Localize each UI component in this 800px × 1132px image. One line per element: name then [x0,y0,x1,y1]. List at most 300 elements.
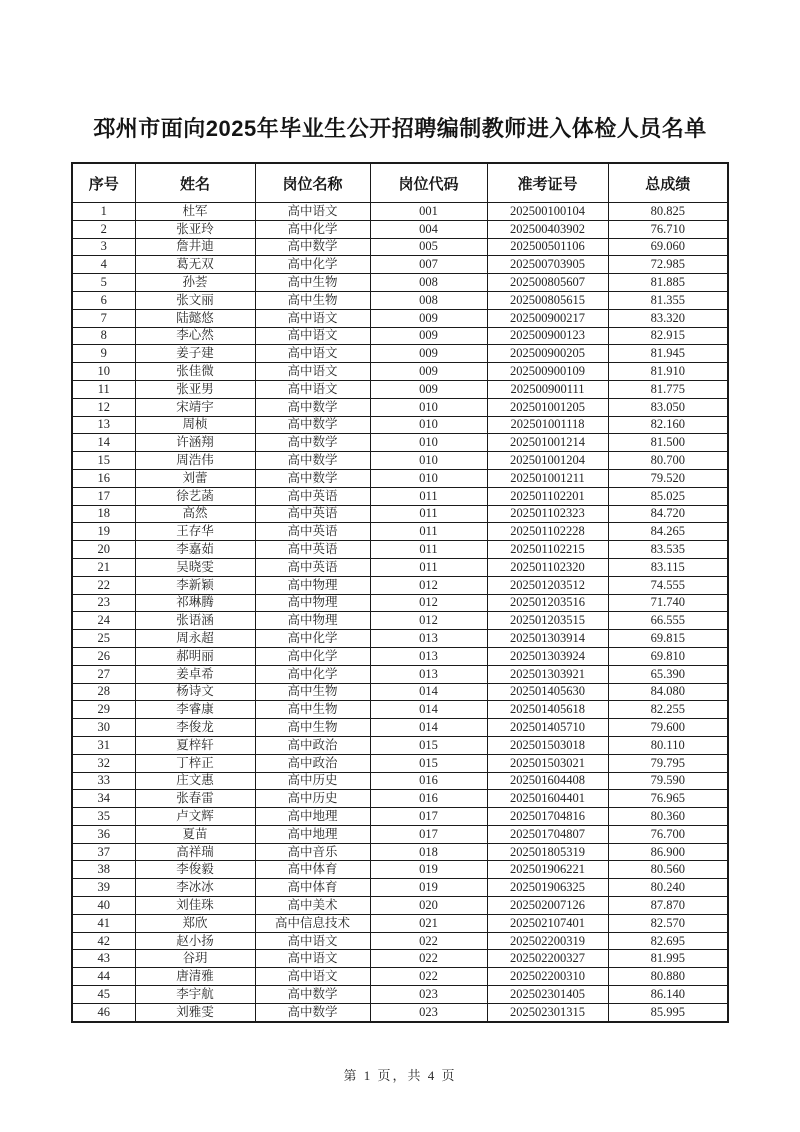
table-row [72,452,728,470]
cell-name: 陆懿悠 [135,309,255,327]
cell-ticket-no: 202500900109 [487,363,608,381]
cell-name: 刘佳珠 [135,897,255,915]
cell-total-score: 80.360 [608,808,728,826]
cell-name: 李心然 [135,327,255,345]
cell-post-name: 高中物理 [255,576,370,594]
cell-ticket-no: 202501303914 [487,630,608,648]
table-row [72,487,728,505]
candidates-table [71,162,729,1023]
cell-seq: 13 [72,416,135,434]
cell-post-code: 016 [370,772,487,790]
cell-seq: 18 [72,505,135,523]
cell-total-score: 85.025 [608,487,728,505]
cell-name: 李俊毅 [135,861,255,879]
cell-post-name: 高中生物 [255,701,370,719]
cell-total-score: 81.945 [608,345,728,363]
cell-post-name: 高中地理 [255,808,370,826]
cell-ticket-no: 202501203512 [487,576,608,594]
cell-total-score: 80.825 [608,203,728,221]
cell-ticket-no: 202502301315 [487,1003,608,1021]
cell-post-code: 012 [370,594,487,612]
cell-post-code: 022 [370,950,487,968]
cell-total-score: 83.115 [608,558,728,576]
cell-name: 杜军 [135,203,255,221]
table-row [72,754,728,772]
table-row [72,843,728,861]
cell-post-name: 高中美术 [255,897,370,915]
cell-seq: 33 [72,772,135,790]
cell-name: 赵小扬 [135,932,255,950]
cell-total-score: 86.140 [608,986,728,1004]
cell-seq: 3 [72,238,135,256]
cell-ticket-no: 202501102323 [487,505,608,523]
cell-name: 李睿康 [135,701,255,719]
cell-total-score: 79.600 [608,719,728,737]
cell-seq: 37 [72,843,135,861]
cell-name: 高祥瑞 [135,843,255,861]
cell-post-name: 高中化学 [255,220,370,238]
cell-seq: 44 [72,968,135,986]
cell-ticket-no: 202501405630 [487,683,608,701]
cell-ticket-no: 202501906325 [487,879,608,897]
table-row [72,950,728,968]
cell-name: 张亚男 [135,380,255,398]
cell-post-name: 高中化学 [255,647,370,665]
cell-seq: 32 [72,754,135,772]
cell-seq: 29 [72,701,135,719]
cell-seq: 30 [72,719,135,737]
table-row [72,790,728,808]
cell-ticket-no: 202500900205 [487,345,608,363]
cell-total-score: 76.965 [608,790,728,808]
cell-total-score: 74.555 [608,576,728,594]
cell-name: 庄文惠 [135,772,255,790]
cell-seq: 34 [72,790,135,808]
cell-name: 孙荟 [135,274,255,292]
table-row [72,968,728,986]
cell-post-name: 高中语文 [255,950,370,968]
cell-seq: 46 [72,1003,135,1021]
cell-seq: 14 [72,434,135,452]
cell-ticket-no: 202501001214 [487,434,608,452]
cell-name: 周永超 [135,630,255,648]
page-title: 邳州市面向2025年毕业生公开招聘编制教师进入体检人员名单 [93,116,707,141]
cell-ticket-no: 202501604401 [487,790,608,808]
cell-seq: 10 [72,363,135,381]
table-row [72,469,728,487]
cell-total-score: 72.985 [608,256,728,274]
cell-post-name: 高中生物 [255,274,370,292]
cell-ticket-no: 202500501106 [487,238,608,256]
table-row [72,594,728,612]
cell-name: 王存华 [135,523,255,541]
table-row [72,647,728,665]
cell-post-code: 008 [370,274,487,292]
cell-post-name: 高中数学 [255,434,370,452]
cell-total-score: 84.720 [608,505,728,523]
table-row [72,345,728,363]
cell-seq: 4 [72,256,135,274]
cell-name: 高然 [135,505,255,523]
cell-total-score: 69.815 [608,630,728,648]
cell-name: 唐清雅 [135,968,255,986]
cell-seq: 36 [72,825,135,843]
column-header-name: 姓名 [135,163,255,203]
cell-post-code: 011 [370,541,487,559]
cell-post-code: 010 [370,398,487,416]
cell-total-score: 82.160 [608,416,728,434]
cell-ticket-no: 202500805607 [487,274,608,292]
table-row [72,256,728,274]
cell-name: 张语涵 [135,612,255,630]
cell-post-code: 012 [370,576,487,594]
table-row [72,291,728,309]
cell-post-code: 022 [370,932,487,950]
cell-post-code: 010 [370,434,487,452]
cell-name: 姜子建 [135,345,255,363]
table-row [72,274,728,292]
cell-ticket-no: 202501604408 [487,772,608,790]
cell-ticket-no: 202501102201 [487,487,608,505]
cell-ticket-no: 202501102320 [487,558,608,576]
cell-total-score: 81.500 [608,434,728,452]
cell-total-score: 82.255 [608,701,728,719]
cell-post-name: 高中生物 [255,719,370,737]
cell-ticket-no: 202502200327 [487,950,608,968]
cell-ticket-no: 202502200319 [487,932,608,950]
cell-name: 葛无双 [135,256,255,274]
cell-post-code: 019 [370,879,487,897]
cell-total-score: 87.870 [608,897,728,915]
cell-post-code: 007 [370,256,487,274]
cell-seq: 21 [72,558,135,576]
cell-name: 周桢 [135,416,255,434]
table-row [72,736,728,754]
cell-name: 吴晓雯 [135,558,255,576]
cell-post-name: 高中语文 [255,363,370,381]
cell-post-name: 高中化学 [255,256,370,274]
cell-total-score: 82.570 [608,914,728,932]
cell-name: 张佳微 [135,363,255,381]
cell-name: 刘雅雯 [135,1003,255,1021]
cell-post-name: 高中信息技术 [255,914,370,932]
table-row [72,380,728,398]
cell-total-score: 81.355 [608,291,728,309]
cell-post-name: 高中历史 [255,772,370,790]
cell-ticket-no: 202501001205 [487,398,608,416]
cell-name: 张文丽 [135,291,255,309]
cell-total-score: 79.795 [608,754,728,772]
cell-seq: 1 [72,203,135,221]
table-row [72,772,728,790]
cell-post-name: 高中英语 [255,558,370,576]
cell-seq: 15 [72,452,135,470]
table-row [72,238,728,256]
cell-post-name: 高中生物 [255,291,370,309]
cell-name: 郝明丽 [135,647,255,665]
cell-total-score: 82.915 [608,327,728,345]
cell-seq: 27 [72,665,135,683]
cell-ticket-no: 202501503021 [487,754,608,772]
cell-seq: 38 [72,861,135,879]
cell-name: 张春雷 [135,790,255,808]
cell-total-score: 80.700 [608,452,728,470]
cell-total-score: 81.995 [608,950,728,968]
cell-seq: 9 [72,345,135,363]
cell-seq: 11 [72,380,135,398]
cell-post-code: 011 [370,487,487,505]
cell-post-name: 高中语文 [255,968,370,986]
table-row [72,309,728,327]
cell-seq: 24 [72,612,135,630]
cell-name: 张亚玲 [135,220,255,238]
table-row [72,220,728,238]
cell-post-code: 013 [370,665,487,683]
table-row [72,808,728,826]
cell-post-name: 高中语文 [255,309,370,327]
table-row [72,558,728,576]
table-header-row [72,163,728,203]
cell-post-code: 011 [370,505,487,523]
table-row [72,416,728,434]
cell-total-score: 79.520 [608,469,728,487]
cell-post-code: 004 [370,220,487,238]
column-header-seq: 序号 [72,163,135,203]
cell-total-score: 83.535 [608,541,728,559]
cell-post-code: 005 [370,238,487,256]
cell-ticket-no: 202502301405 [487,986,608,1004]
table-row [72,683,728,701]
cell-post-name: 高中数学 [255,986,370,1004]
column-header-ticket-no: 准考证号 [487,163,608,203]
cell-post-code: 014 [370,701,487,719]
cell-post-name: 高中音乐 [255,843,370,861]
cell-post-code: 013 [370,630,487,648]
cell-post-name: 高中化学 [255,665,370,683]
cell-post-name: 高中体育 [255,861,370,879]
cell-post-name: 高中物理 [255,612,370,630]
cell-seq: 2 [72,220,135,238]
cell-seq: 7 [72,309,135,327]
cell-seq: 42 [72,932,135,950]
table-row [72,363,728,381]
cell-seq: 16 [72,469,135,487]
cell-post-code: 018 [370,843,487,861]
cell-name: 夏苗 [135,825,255,843]
cell-name: 丁梓正 [135,754,255,772]
cell-total-score: 86.900 [608,843,728,861]
cell-seq: 41 [72,914,135,932]
cell-total-score: 84.080 [608,683,728,701]
cell-post-code: 008 [370,291,487,309]
cell-seq: 45 [72,986,135,1004]
cell-name: 李俊龙 [135,719,255,737]
cell-seq: 25 [72,630,135,648]
cell-total-score: 81.775 [608,380,728,398]
cell-ticket-no: 202501805319 [487,843,608,861]
cell-seq: 5 [72,274,135,292]
cell-seq: 19 [72,523,135,541]
column-header-total-score: 总成绩 [608,163,728,203]
table-row [72,665,728,683]
cell-total-score: 69.060 [608,238,728,256]
cell-post-name: 高中体育 [255,879,370,897]
cell-name: 詹井迪 [135,238,255,256]
cell-ticket-no: 202501001211 [487,469,608,487]
cell-ticket-no: 202501203516 [487,594,608,612]
cell-seq: 20 [72,541,135,559]
cell-post-code: 020 [370,897,487,915]
table-row [72,398,728,416]
cell-total-score: 71.740 [608,594,728,612]
cell-post-name: 高中语文 [255,932,370,950]
table-row [72,932,728,950]
cell-post-code: 009 [370,363,487,381]
cell-post-name: 高中数学 [255,416,370,434]
cell-seq: 23 [72,594,135,612]
cell-name: 刘蕾 [135,469,255,487]
cell-name: 郑欣 [135,914,255,932]
cell-name: 李冰冰 [135,879,255,897]
table-row [72,1003,728,1021]
table-row [72,576,728,594]
cell-post-name: 高中历史 [255,790,370,808]
cell-post-name: 高中物理 [255,594,370,612]
table-row [72,914,728,932]
cell-ticket-no: 202501001204 [487,452,608,470]
cell-total-score: 80.880 [608,968,728,986]
cell-ticket-no: 202501001118 [487,416,608,434]
cell-name: 祁琳腾 [135,594,255,612]
cell-post-code: 022 [370,968,487,986]
cell-post-code: 010 [370,452,487,470]
cell-post-name: 高中语文 [255,327,370,345]
cell-post-code: 009 [370,345,487,363]
cell-post-code: 015 [370,736,487,754]
cell-ticket-no: 202501503018 [487,736,608,754]
cell-post-name: 高中化学 [255,630,370,648]
cell-ticket-no: 202501704807 [487,825,608,843]
cell-seq: 12 [72,398,135,416]
cell-post-code: 009 [370,380,487,398]
cell-total-score: 76.710 [608,220,728,238]
cell-seq: 35 [72,808,135,826]
cell-name: 夏梓轩 [135,736,255,754]
table-row [72,505,728,523]
cell-seq: 28 [72,683,135,701]
cell-total-score: 85.995 [608,1003,728,1021]
cell-post-code: 014 [370,719,487,737]
cell-post-code: 012 [370,612,487,630]
cell-post-name: 高中语文 [255,345,370,363]
cell-name: 李新颖 [135,576,255,594]
cell-post-code: 010 [370,469,487,487]
cell-ticket-no: 202501303921 [487,665,608,683]
table-row [72,434,728,452]
cell-name: 宋靖宇 [135,398,255,416]
cell-seq: 31 [72,736,135,754]
table-row [72,327,728,345]
cell-total-score: 79.590 [608,772,728,790]
cell-post-name: 高中英语 [255,523,370,541]
table-row [72,612,728,630]
cell-total-score: 83.320 [608,309,728,327]
cell-post-name: 高中语文 [255,203,370,221]
cell-total-score: 81.910 [608,363,728,381]
cell-post-name: 高中英语 [255,487,370,505]
cell-post-code: 001 [370,203,487,221]
cell-post-code: 013 [370,647,487,665]
cell-post-code: 009 [370,327,487,345]
cell-ticket-no: 202502200310 [487,968,608,986]
cell-post-name: 高中英语 [255,541,370,559]
cell-total-score: 80.240 [608,879,728,897]
table-row [72,825,728,843]
cell-post-code: 009 [370,309,487,327]
cell-ticket-no: 202500900217 [487,309,608,327]
cell-ticket-no: 202501704816 [487,808,608,826]
cell-post-name: 高中数学 [255,398,370,416]
cell-ticket-no: 202501102228 [487,523,608,541]
cell-post-code: 023 [370,1003,487,1021]
cell-post-name: 高中地理 [255,825,370,843]
cell-total-score: 80.110 [608,736,728,754]
cell-total-score: 76.700 [608,825,728,843]
cell-ticket-no: 202501203515 [487,612,608,630]
cell-ticket-no: 202502107401 [487,914,608,932]
cell-ticket-no: 202501102215 [487,541,608,559]
cell-ticket-no: 202501405710 [487,719,608,737]
cell-seq: 40 [72,897,135,915]
cell-total-score: 69.810 [608,647,728,665]
table-row [72,719,728,737]
cell-ticket-no: 202500805615 [487,291,608,309]
table-row [72,986,728,1004]
cell-name: 姜卓希 [135,665,255,683]
cell-seq: 43 [72,950,135,968]
cell-post-name: 高中生物 [255,683,370,701]
cell-post-code: 016 [370,790,487,808]
cell-seq: 8 [72,327,135,345]
cell-name: 李宇航 [135,986,255,1004]
cell-seq: 26 [72,647,135,665]
cell-ticket-no: 202502007126 [487,897,608,915]
cell-name: 许涵翔 [135,434,255,452]
cell-ticket-no: 202501906221 [487,861,608,879]
cell-post-code: 017 [370,808,487,826]
cell-name: 徐艺菡 [135,487,255,505]
cell-post-name: 高中英语 [255,505,370,523]
table-row [72,861,728,879]
cell-total-score: 65.390 [608,665,728,683]
table-row [72,701,728,719]
table-row [72,203,728,221]
cell-total-score: 83.050 [608,398,728,416]
cell-post-code: 011 [370,558,487,576]
table-row [72,879,728,897]
table-row [72,897,728,915]
cell-post-code: 019 [370,861,487,879]
cell-ticket-no: 202500100104 [487,203,608,221]
cell-seq: 6 [72,291,135,309]
cell-ticket-no: 202501405618 [487,701,608,719]
cell-post-name: 高中数学 [255,238,370,256]
cell-total-score: 80.560 [608,861,728,879]
cell-post-code: 011 [370,523,487,541]
cell-post-code: 015 [370,754,487,772]
page-number: 第 1 页，共 4 页 [343,1067,457,1083]
table-row [72,541,728,559]
